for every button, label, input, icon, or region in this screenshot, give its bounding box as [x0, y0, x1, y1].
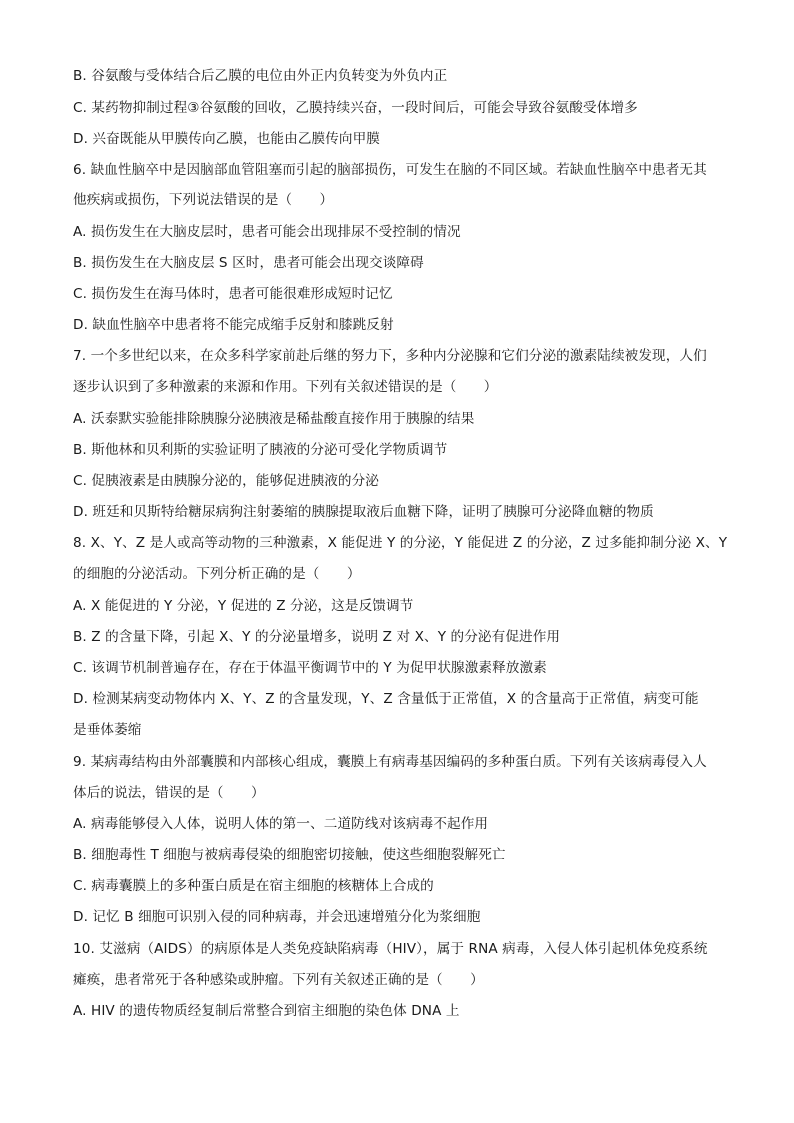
- q6-option-d: D. 缺血性脑卒中患者将不能完成缩手反射和膝跳反射: [73, 317, 394, 333]
- q10-stem-line-2: 瘫痪，患者常死于各种感染或肿瘤。下列有关叙述正确的是（ ）: [73, 972, 484, 988]
- q9-option-a: A. 病毒能够侵入人体，说明人体的第一、二道防线对该病毒不起作用: [73, 816, 489, 832]
- q6-option-c: C. 损伤发生在海马体时，患者可能很难形成短时记忆: [73, 286, 393, 302]
- q9-stem-line-1: 9. 某病毒结构由外部囊膜和内部核心组成，囊膜上有病毒基因编码的多种蛋白质。下列有关该病毒侵入人: [73, 754, 707, 770]
- q10-stem-line-1: 10. 艾滋病（AIDS）的病原体是人类免疫缺陷病毒（HIV），属于 RNA 病毒，入侵人体引起机体免疫系统: [73, 941, 708, 957]
- q5-option-d: D. 兴奋既能从甲膜传向乙膜，也能由乙膜传向甲膜: [73, 131, 380, 147]
- q10-option-a: A. HIV 的遗传物质经复制后常整合到宿主细胞的染色体 DNA 上: [73, 1003, 460, 1019]
- q5-option-c: C. 某药物抑制过程③谷氨酸的回收，乙膜持续兴奋，一段时间后，可能会导致谷氨酸受体增多: [73, 100, 638, 116]
- q7-option-d: D. 班廷和贝斯特给糖尿病狗注射萎缩的胰腺提取液后血糖下降，证明了胰腺可分泌降血糖的物质: [73, 504, 654, 520]
- q7-stem-line-2: 逐步认识到了多种激素的来源和作用。下列有关叙述错误的是（ ）: [73, 379, 498, 395]
- q8-option-a: A. X 能促进的 Y 分泌，Y 促进的 Z 分泌，这是反馈调节: [73, 598, 414, 614]
- q7-option-b: B. 斯他林和贝利斯的实验证明了胰液的分泌可受化学物质调节: [73, 442, 448, 458]
- q6-option-b: B. 损伤发生在大脑皮层 S 区时，患者可能会出现交谈障碍: [73, 255, 424, 271]
- q8-option-d-line-1: D. 检测某病变动物体内 X、Y、Z 的含量发现，Y、Z 含量低于正常值，X 的含量高于正常值，病变可能: [73, 691, 699, 707]
- q8-stem-line-2: 的细胞的分泌活动。下列分析正确的是（ ）: [73, 566, 361, 582]
- q9-option-c: C. 病毒囊膜上的多种蛋白质是在宿主细胞的核糖体上合成的: [73, 878, 434, 894]
- q7-stem-line-1: 7. 一个多世纪以来，在众多科学家前赴后继的努力下，多种内分泌腺和它们分泌的激素陆续被发现，人们: [73, 348, 707, 364]
- q7-option-c: C. 促胰液素是由胰腺分泌的，能够促进胰液的分泌: [73, 473, 380, 489]
- q6-stem-line-2: 他疾病或损伤，下列说法错误的是（ ）: [73, 192, 334, 208]
- q9-option-b: B. 细胞毒性 T 细胞与被病毒侵染的细胞密切接触，使这些细胞裂解死亡: [73, 847, 506, 863]
- q6-stem-line-1: 6. 缺血性脑卒中是因脑部血管阻塞而引起的脑部损伤，可发生在脑的不同区域。若缺血性脑卒中患者无其: [73, 162, 707, 178]
- q9-stem-line-2: 体后的说法，错误的是（ ）: [73, 785, 265, 801]
- q9-option-d: D. 记忆 B 细胞可识别入侵的同种病毒，并会迅速增殖分化为浆细胞: [73, 909, 481, 925]
- q8-option-c: C. 该调节机制普遍存在，存在于体温平衡调节中的 Y 为促甲状腺激素释放激素: [73, 660, 547, 676]
- q8-option-d-line-2: 是垂体萎缩: [73, 722, 142, 738]
- q7-option-a: A. 沃泰默实验能排除胰腺分泌胰液是稀盐酸直接作用于胰腺的结果: [73, 411, 475, 427]
- q5-option-b: B. 谷氨酸与受体结合后乙膜的电位由外正内负转变为外负内正: [73, 68, 448, 84]
- q8-stem-line-1: 8. X、Y、Z 是人或高等动物的三种激素，X 能促进 Y 的分泌，Y 能促进 Z 的分泌，Z 过多能抑制分泌 X、Y: [73, 535, 728, 551]
- q6-option-a: A. 损伤发生在大脑皮层时，患者可能会出现排尿不受控制的情况: [73, 224, 461, 240]
- q8-option-b: B. Z 的含量下降，引起 X、Y 的分泌量增多，说明 Z 对 X、Y 的分泌有促进作用: [73, 629, 561, 645]
